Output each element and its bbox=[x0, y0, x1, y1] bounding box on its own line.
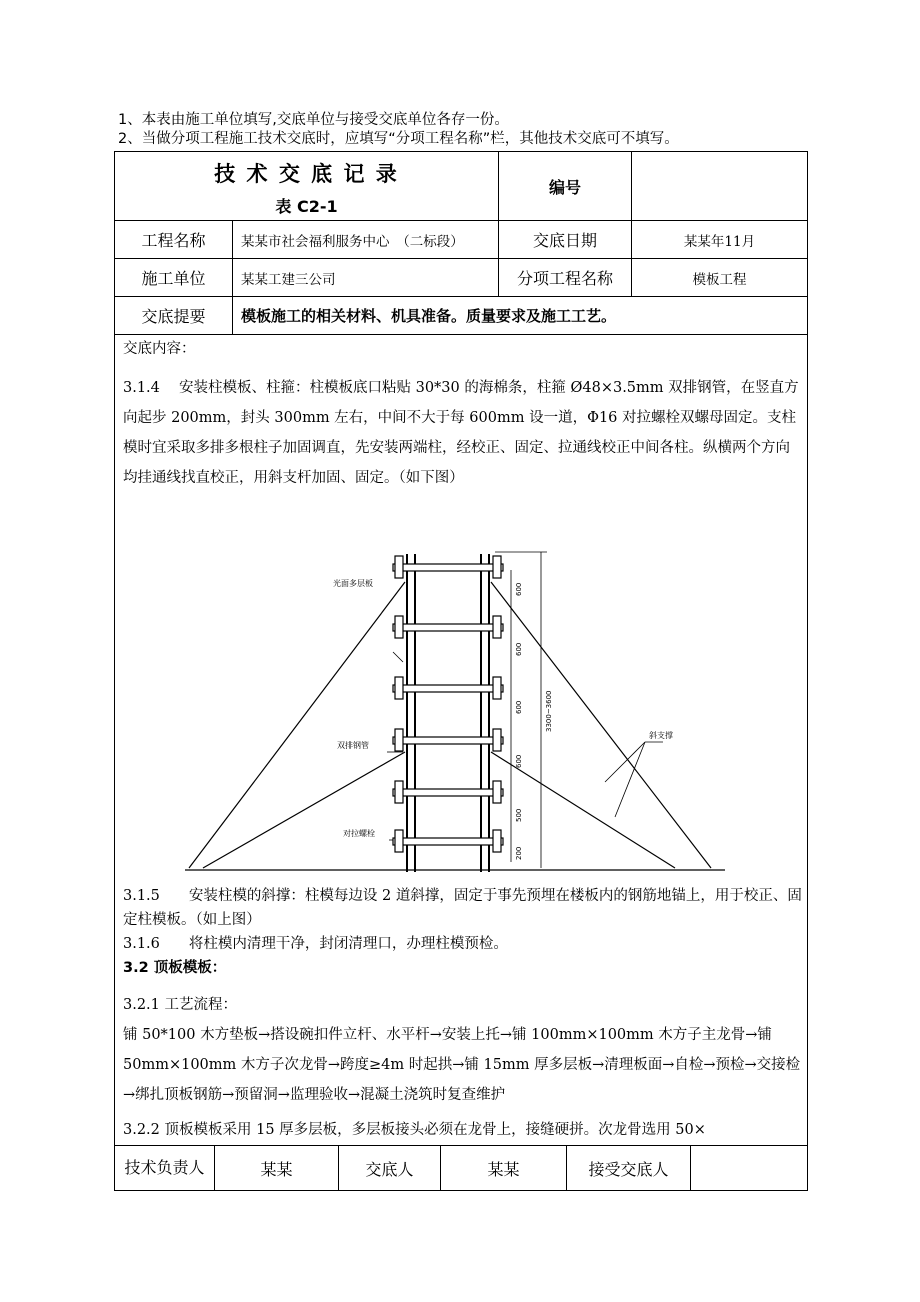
dim-1: 600 bbox=[515, 582, 523, 596]
form-subtitle: 表 C2-1 bbox=[275, 196, 338, 216]
paragraph-3-1-5: 3.1.5 安装柱模的斜撑：柱模每边设 2 道斜撑，固定于事先预埋在楼板内的钢筋地锚上，用于校正、固定柱模板。（如上图） bbox=[123, 888, 802, 928]
number-value bbox=[632, 152, 807, 220]
paragraph-3-2-2: 3.2.2 顶板模板采用 15 厚多层板，多层板接头必须在龙骨上，接缝硬拼。次龙骨选用 50× bbox=[123, 1122, 706, 1138]
label-face-board: 光面多层板 bbox=[333, 579, 373, 588]
tech-lead-value: 某某 bbox=[215, 1146, 339, 1190]
date-value: 某某年11月 bbox=[683, 233, 756, 250]
subproject-label: 分项工程名称 bbox=[499, 259, 632, 296]
form-title-cell bbox=[115, 152, 499, 220]
dim-6: 200 bbox=[515, 846, 523, 860]
section-3-1-4 bbox=[123, 373, 803, 493]
dim-2: 600 bbox=[515, 642, 523, 656]
form-title: 技 术 交 底 记 录 bbox=[214, 161, 399, 186]
unit-value: 某某工建三公司 bbox=[233, 259, 499, 296]
summary-value: 模板施工的相关材料、机具准备。质量要求及施工工艺。 bbox=[241, 307, 617, 325]
section-3-1-5 bbox=[123, 884, 803, 980]
note-2: 2、当做分项工程施工技术交底时，应填写“分项工程名称”栏，其他技术交底可不填写。 bbox=[118, 131, 679, 147]
tech-lead-label: 技术负责人 bbox=[115, 1146, 215, 1190]
label-brace: 斜支撑 bbox=[649, 731, 673, 740]
content-label: 交底内容： bbox=[123, 341, 196, 357]
unit-label: 施工单位 bbox=[115, 259, 233, 296]
project-name: 某某市社会福利服务中心 （二标段） bbox=[233, 221, 499, 258]
process-flow: 铺 50*100 木方垫板→搭设碗扣件立杆、水平杆→安装上托→铺 100mm×100mm 木方子主龙骨→铺 50mm×100mm 木方子次龙骨→跨度≥4m 时起拱→铺 15mm 厚多层板→清理板面→自检→预检→交接检→绑扎顶板钢筋→预留洞→监理验收→混凝土浇筑时复查维护 bbox=[123, 1027, 801, 1103]
section-3-2 bbox=[123, 990, 803, 1110]
receiver-value bbox=[691, 1146, 807, 1190]
receiver-label: 接受交底人 bbox=[567, 1146, 691, 1190]
project-name-label: 工程名称 bbox=[115, 221, 233, 258]
section-3-2-2 bbox=[123, 1115, 803, 1145]
date-label: 交底日期 bbox=[499, 221, 632, 258]
label-double-pipe: 双排钢管 bbox=[337, 741, 369, 750]
number-label: 编号 bbox=[499, 152, 632, 220]
disclosure-form bbox=[114, 151, 808, 1191]
discloser-label: 交底人 bbox=[339, 1146, 441, 1190]
paragraph-3-1-6: 3.1.6 将柱模内清理干净，封闭清理口，办理柱模预检。 bbox=[123, 936, 508, 952]
column-formwork-diagram bbox=[175, 542, 735, 882]
dim-3: 600 bbox=[515, 700, 523, 714]
label-tie-bolt: 对拉螺栓 bbox=[343, 829, 375, 838]
note-1: 1、本表由施工单位填写,交底单位与接受交底单位各存一份。 bbox=[118, 112, 509, 128]
dim-4: 600 bbox=[515, 754, 523, 768]
dim-total: 3300~3600 bbox=[545, 690, 553, 732]
discloser-value: 某某 bbox=[441, 1146, 567, 1190]
subproject-value: 模板工程 bbox=[692, 271, 747, 288]
dim-5: 500 bbox=[515, 808, 523, 822]
summary-label: 交底提要 bbox=[115, 297, 233, 334]
heading-3-2: 3.2 顶板模板： bbox=[123, 960, 227, 976]
paragraph-3-2-1: 3.2.1 工艺流程： bbox=[123, 997, 238, 1013]
paragraph-3-1-4: 3.1.4 安装柱模板、柱箍：柱模板底口粘贴 30*30 的海棉条，柱箍 Ø48×3.5mm 双排钢管，在竖直方向起步 200mm，封头 300mm 左右，中间不大于每 600mm 设一道，Φ16 对拉螺栓双螺母固定。支柱模时宜采取多排多根柱子加固调直，先安装两端柱，经校正、固定、拉通线校正中间各柱。纵横两个方向均挂通线找直校正，用斜支杆加固、固定。（如下图） bbox=[123, 380, 799, 486]
